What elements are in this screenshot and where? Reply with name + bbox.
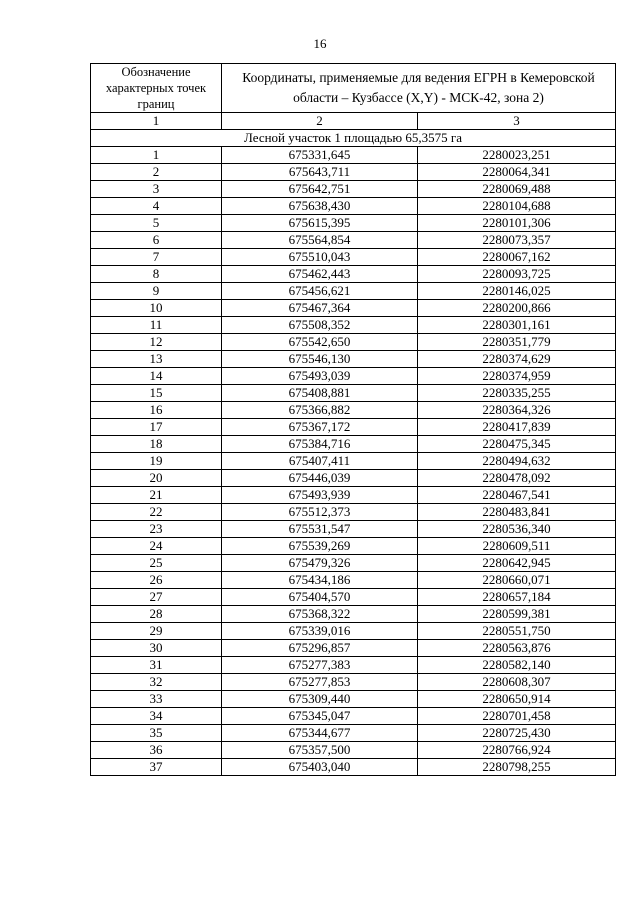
point-number-cell: 25 — [91, 555, 222, 572]
point-number-cell: 28 — [91, 606, 222, 623]
table-row — [91, 470, 616, 487]
x-coordinate-cell: 675345,047 — [222, 708, 418, 725]
point-number-cell: 2 — [91, 164, 222, 181]
table-row — [91, 504, 616, 521]
y-coordinate-cell: 2280064,341 — [418, 164, 616, 181]
table-row — [91, 351, 616, 368]
y-coordinate-cell: 2280650,914 — [418, 691, 616, 708]
point-number-cell: 30 — [91, 640, 222, 657]
x-coordinate-cell: 675542,650 — [222, 334, 418, 351]
point-number-cell: 22 — [91, 504, 222, 521]
x-coordinate-cell: 675462,443 — [222, 266, 418, 283]
table-row — [91, 640, 616, 657]
point-number-cell: 4 — [91, 198, 222, 215]
y-coordinate-cell: 2280582,140 — [418, 657, 616, 674]
column-number: 3 — [418, 113, 616, 130]
y-coordinate-cell: 2280374,629 — [418, 351, 616, 368]
table-row — [91, 266, 616, 283]
y-coordinate-cell: 2280475,345 — [418, 436, 616, 453]
table-row — [91, 164, 616, 181]
y-coordinate-cell: 2280023,251 — [418, 147, 616, 164]
point-number-cell: 35 — [91, 725, 222, 742]
table-row — [91, 147, 616, 164]
x-coordinate-cell: 675493,939 — [222, 487, 418, 504]
x-coordinate-cell: 675508,352 — [222, 317, 418, 334]
section-title-row — [91, 130, 616, 147]
x-coordinate-cell: 675366,882 — [222, 402, 418, 419]
header-coordinates: Координаты, применяемые для ведения ЕГРН в Кемеровской области – Кузбассе (X,Y) - МСК-42, зона 2) — [222, 64, 616, 113]
x-coordinate-cell: 675339,016 — [222, 623, 418, 640]
table-row — [91, 436, 616, 453]
x-coordinate-cell: 675615,395 — [222, 215, 418, 232]
table-row — [91, 725, 616, 742]
point-number-cell: 10 — [91, 300, 222, 317]
y-coordinate-cell: 2280093,725 — [418, 266, 616, 283]
x-coordinate-cell: 675368,322 — [222, 606, 418, 623]
point-number-cell: 27 — [91, 589, 222, 606]
section-title: Лесной участок 1 площадью 65,3575 га — [91, 130, 616, 147]
point-number-cell: 5 — [91, 215, 222, 232]
table-row — [91, 368, 616, 385]
y-coordinate-cell: 2280563,876 — [418, 640, 616, 657]
point-number-cell: 34 — [91, 708, 222, 725]
point-number-cell: 9 — [91, 283, 222, 300]
x-coordinate-cell: 675408,881 — [222, 385, 418, 402]
x-coordinate-cell: 675403,040 — [222, 759, 418, 776]
point-number-cell: 13 — [91, 351, 222, 368]
table-row — [91, 317, 616, 334]
x-coordinate-cell: 675277,383 — [222, 657, 418, 674]
table-row — [91, 181, 616, 198]
x-coordinate-cell: 675546,130 — [222, 351, 418, 368]
y-coordinate-cell: 2280374,959 — [418, 368, 616, 385]
table-row — [91, 759, 616, 776]
point-number-cell: 31 — [91, 657, 222, 674]
point-number-cell: 15 — [91, 385, 222, 402]
point-number-cell: 33 — [91, 691, 222, 708]
column-numbers-row — [91, 113, 616, 130]
column-number: 1 — [91, 113, 222, 130]
x-coordinate-cell: 675357,500 — [222, 742, 418, 759]
x-coordinate-cell: 675510,043 — [222, 249, 418, 266]
y-coordinate-cell: 2280200,866 — [418, 300, 616, 317]
y-coordinate-cell: 2280364,326 — [418, 402, 616, 419]
x-coordinate-cell: 675367,172 — [222, 419, 418, 436]
x-coordinate-cell: 675456,621 — [222, 283, 418, 300]
table-body — [91, 147, 616, 776]
y-coordinate-cell: 2280467,541 — [418, 487, 616, 504]
point-number-cell: 32 — [91, 674, 222, 691]
y-coordinate-cell: 2280104,688 — [418, 198, 616, 215]
x-coordinate-cell: 675404,570 — [222, 589, 418, 606]
x-coordinate-cell: 675446,039 — [222, 470, 418, 487]
table-row — [91, 198, 616, 215]
table-row — [91, 300, 616, 317]
y-coordinate-cell: 2280642,945 — [418, 555, 616, 572]
table-row — [91, 232, 616, 249]
table-header-row — [91, 64, 616, 113]
point-number-cell: 37 — [91, 759, 222, 776]
x-coordinate-cell: 675531,547 — [222, 521, 418, 538]
point-number-cell: 24 — [91, 538, 222, 555]
y-coordinate-cell: 2280536,340 — [418, 521, 616, 538]
y-coordinate-cell: 2280067,162 — [418, 249, 616, 266]
y-coordinate-cell: 2280494,632 — [418, 453, 616, 470]
y-coordinate-cell: 2280660,071 — [418, 572, 616, 589]
x-coordinate-cell: 675407,411 — [222, 453, 418, 470]
table-row — [91, 674, 616, 691]
point-number-cell: 11 — [91, 317, 222, 334]
x-coordinate-cell: 675344,677 — [222, 725, 418, 742]
x-coordinate-cell: 675539,269 — [222, 538, 418, 555]
x-coordinate-cell: 675642,751 — [222, 181, 418, 198]
point-number-cell: 16 — [91, 402, 222, 419]
coordinates-table — [90, 63, 616, 776]
table-row — [91, 657, 616, 674]
table-row — [91, 402, 616, 419]
x-coordinate-cell: 675638,430 — [222, 198, 418, 215]
y-coordinate-cell: 2280766,924 — [418, 742, 616, 759]
point-number-cell: 17 — [91, 419, 222, 436]
table-row — [91, 623, 616, 640]
table-row — [91, 249, 616, 266]
x-coordinate-cell: 675564,854 — [222, 232, 418, 249]
table-row — [91, 538, 616, 555]
header-point-designation: Обозначение характерных точек границ — [91, 64, 222, 113]
x-coordinate-cell: 675309,440 — [222, 691, 418, 708]
y-coordinate-cell: 2280725,430 — [418, 725, 616, 742]
x-coordinate-cell: 675493,039 — [222, 368, 418, 385]
point-number-cell: 3 — [91, 181, 222, 198]
table-row — [91, 283, 616, 300]
page-number: 16 — [313, 36, 327, 51]
point-number-cell: 12 — [91, 334, 222, 351]
y-coordinate-cell: 2280335,255 — [418, 385, 616, 402]
table-row — [91, 708, 616, 725]
table-row — [91, 453, 616, 470]
column-number: 2 — [222, 113, 418, 130]
point-number-cell: 26 — [91, 572, 222, 589]
point-number-cell: 18 — [91, 436, 222, 453]
x-coordinate-cell: 675434,186 — [222, 572, 418, 589]
point-number-cell: 23 — [91, 521, 222, 538]
table-row — [91, 691, 616, 708]
y-coordinate-cell: 2280351,779 — [418, 334, 616, 351]
y-coordinate-cell: 2280551,750 — [418, 623, 616, 640]
table-row — [91, 589, 616, 606]
y-coordinate-cell: 2280301,161 — [418, 317, 616, 334]
point-number-cell: 21 — [91, 487, 222, 504]
point-number-cell: 29 — [91, 623, 222, 640]
point-number-cell: 20 — [91, 470, 222, 487]
x-coordinate-cell: 675512,373 — [222, 504, 418, 521]
point-number-cell: 14 — [91, 368, 222, 385]
x-coordinate-cell: 675479,326 — [222, 555, 418, 572]
x-coordinate-cell: 675277,853 — [222, 674, 418, 691]
table-row — [91, 487, 616, 504]
table-row — [91, 742, 616, 759]
y-coordinate-cell: 2280069,488 — [418, 181, 616, 198]
y-coordinate-cell: 2280417,839 — [418, 419, 616, 436]
x-coordinate-cell: 675296,857 — [222, 640, 418, 657]
y-coordinate-cell: 2280701,458 — [418, 708, 616, 725]
x-coordinate-cell: 675331,645 — [222, 147, 418, 164]
point-number-cell: 8 — [91, 266, 222, 283]
table-row — [91, 215, 616, 232]
table-row — [91, 572, 616, 589]
x-coordinate-cell: 675384,716 — [222, 436, 418, 453]
y-coordinate-cell: 2280478,092 — [418, 470, 616, 487]
y-coordinate-cell: 2280073,357 — [418, 232, 616, 249]
y-coordinate-cell: 2280657,184 — [418, 589, 616, 606]
point-number-cell: 19 — [91, 453, 222, 470]
y-coordinate-cell: 2280146,025 — [418, 283, 616, 300]
table-row — [91, 606, 616, 623]
point-number-cell: 1 — [91, 147, 222, 164]
x-coordinate-cell: 675643,711 — [222, 164, 418, 181]
table-row — [91, 385, 616, 402]
table-row — [91, 555, 616, 572]
table-row — [91, 419, 616, 436]
table-row — [91, 334, 616, 351]
y-coordinate-cell: 2280101,306 — [418, 215, 616, 232]
y-coordinate-cell: 2280608,307 — [418, 674, 616, 691]
point-number-cell: 6 — [91, 232, 222, 249]
table-row — [91, 521, 616, 538]
x-coordinate-cell: 675467,364 — [222, 300, 418, 317]
point-number-cell: 7 — [91, 249, 222, 266]
y-coordinate-cell: 2280609,511 — [418, 538, 616, 555]
point-number-cell: 36 — [91, 742, 222, 759]
y-coordinate-cell: 2280483,841 — [418, 504, 616, 521]
y-coordinate-cell: 2280798,255 — [418, 759, 616, 776]
y-coordinate-cell: 2280599,381 — [418, 606, 616, 623]
